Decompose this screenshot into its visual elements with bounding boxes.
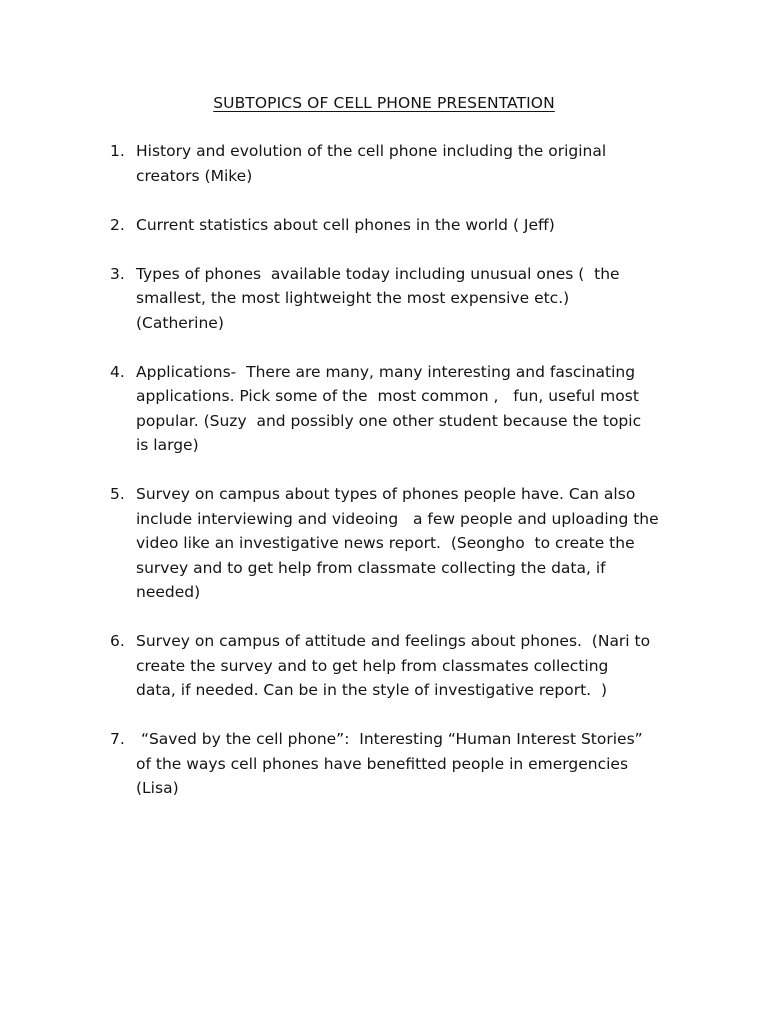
list-item xyxy=(110,629,690,703)
list-item-line: include interviewing and videoing a few people and uploading the xyxy=(136,509,659,528)
list-item-line: is large) xyxy=(136,436,199,454)
list-item-text xyxy=(136,482,690,605)
list-item xyxy=(110,482,690,605)
list-item xyxy=(110,139,690,188)
list-item-line: Applications- There are many, many interesting and fascinating xyxy=(136,362,636,381)
list-item-line: Current statistics about cell phones in the world ( Jeff) xyxy=(136,215,555,234)
list-item-line: survey and to get help from classmate collecting the data, if xyxy=(136,558,606,577)
list-item-text xyxy=(136,629,690,703)
list-item-line: History and evolution of the cell phone including the original xyxy=(136,142,607,160)
list-item xyxy=(110,360,690,458)
list-item-line: Survey on campus of attitude and feelings about phones. (Nari to xyxy=(136,632,651,650)
list-item-number: 5. xyxy=(110,485,125,503)
list-item-text xyxy=(136,262,690,336)
list-item-line: (Catherine) xyxy=(136,313,224,332)
list-item-text xyxy=(136,727,690,801)
list-item-line: applications. Pick some of the most common , fun, useful most xyxy=(136,387,639,405)
list-item-number: 2. xyxy=(110,215,125,234)
list-item-number: 4. xyxy=(110,362,125,381)
list-item-line: Survey on campus about types of phones people have. Can also xyxy=(136,485,636,503)
document-title xyxy=(0,92,768,114)
list-item xyxy=(110,262,690,336)
list-item-line: smallest, the most lightweight the most expensive etc.) xyxy=(136,289,570,307)
list-item xyxy=(110,727,690,801)
list-item-line: data, if needed. Can be in the style of investigative report. ) xyxy=(136,681,608,699)
list-item-line: creators (Mike) xyxy=(136,166,253,185)
list-item-line: create the survey and to get help from classmates collecting xyxy=(136,656,609,675)
list-item-line: (Lisa) xyxy=(136,779,179,797)
list-item-line: popular. (Suzy and possibly one other student because the topic xyxy=(136,411,642,430)
list-item-text xyxy=(136,213,690,238)
document-title-text: SUBTOPICS OF CELL PHONE PRESENTATION xyxy=(213,94,555,112)
list-item-number: 6. xyxy=(110,632,125,650)
subtopic-list xyxy=(110,139,690,825)
list-item-line: “Saved by the cell phone”: Interesting “Human Interest Stories” xyxy=(136,730,643,748)
list-item-line: Types of phones available today including unusual ones ( the xyxy=(136,264,620,283)
list-item-text xyxy=(136,139,690,188)
list-item xyxy=(110,213,690,238)
list-item-line: needed) xyxy=(136,583,201,601)
list-item-line: video like an investigative news report. (Seongho to create the xyxy=(136,534,635,552)
list-item-number: 1. xyxy=(110,142,125,160)
list-item-text xyxy=(136,360,690,458)
list-item-line: of the ways cell phones have benefitted people in emergencies xyxy=(136,754,629,773)
list-item-number: 7. xyxy=(110,730,125,748)
list-item-number: 3. xyxy=(110,264,125,283)
